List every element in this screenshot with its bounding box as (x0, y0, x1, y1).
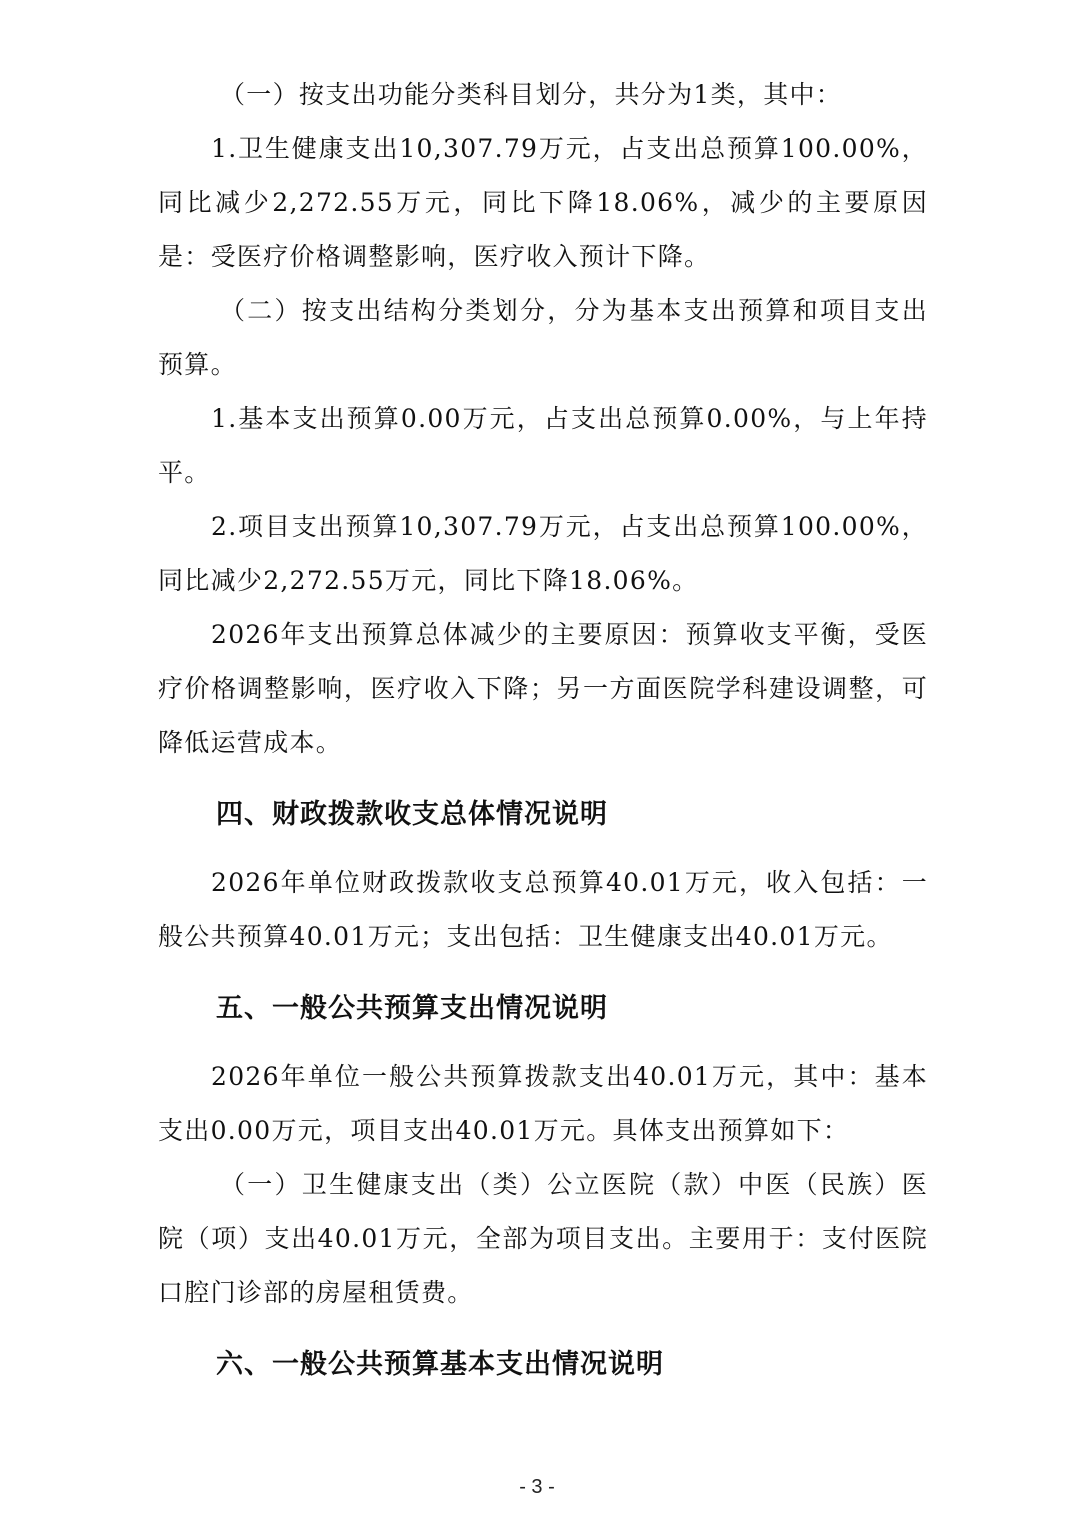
section-heading-fiscal-allocation: 四、财政拨款收支总体情况说明 (216, 799, 608, 830)
paragraph-structural-classification: （二）按支出结构分类划分，分为基本支出预算和项目支出预算。 (158, 296, 928, 379)
section-heading-general-public-budget: 五、一般公共预算支出情况说明 (216, 993, 608, 1024)
paragraph-fiscal-allocation-summary: 2026年单位财政拨款收支总预算40.01万元，收入包括：一般公共预算40.01万元；支出包括：卫生健康支出40.01万元。 (158, 868, 928, 951)
document-body (158, 68, 928, 1406)
section-heading-basic-expenditure: 六、一般公共预算基本支出情况说明 (216, 1349, 664, 1380)
page-number: - 3 - (519, 1476, 555, 1498)
paragraph-health-expenditure: 1.卫生健康支出10,307.79万元，占支出总预算100.00%，同比减少2,272.55万元，同比下降18.06%，减少的主要原因是：受医疗价格调整影响，医疗收入预计下降。 (158, 134, 928, 271)
paragraph-hospital-expenditure: （一）卫生健康支出（类）公立医院（款）中医（民族）医院（项）支出40.01万元，全部为项目支出。主要用于：支付医院口腔门诊部的房屋租赁费。 (158, 1170, 928, 1307)
paragraph-general-public-budget-summary: 2026年单位一般公共预算拨款支出40.01万元，其中：基本支出0.00万元，项目支出40.01万元。具体支出预算如下： (158, 1062, 928, 1145)
paragraph-basic-expenditure: 1.基本支出预算0.00万元，占支出总预算0.00%，与上年持平。 (158, 404, 928, 487)
paragraph-functional-classification: （一）按支出功能分类科目划分，共分为1类，其中： (220, 80, 843, 109)
paragraph-project-expenditure: 2.项目支出预算10,307.79万元，占支出总预算100.00%，同比减少2,272.55万元，同比下降18.06%。 (158, 512, 928, 595)
paragraph-decrease-reason: 2026年支出预算总体减少的主要原因：预算收支平衡，受医疗价格调整影响，医疗收入下降；另一方面医院学科建设调整，可降低运营成本。 (158, 620, 928, 757)
